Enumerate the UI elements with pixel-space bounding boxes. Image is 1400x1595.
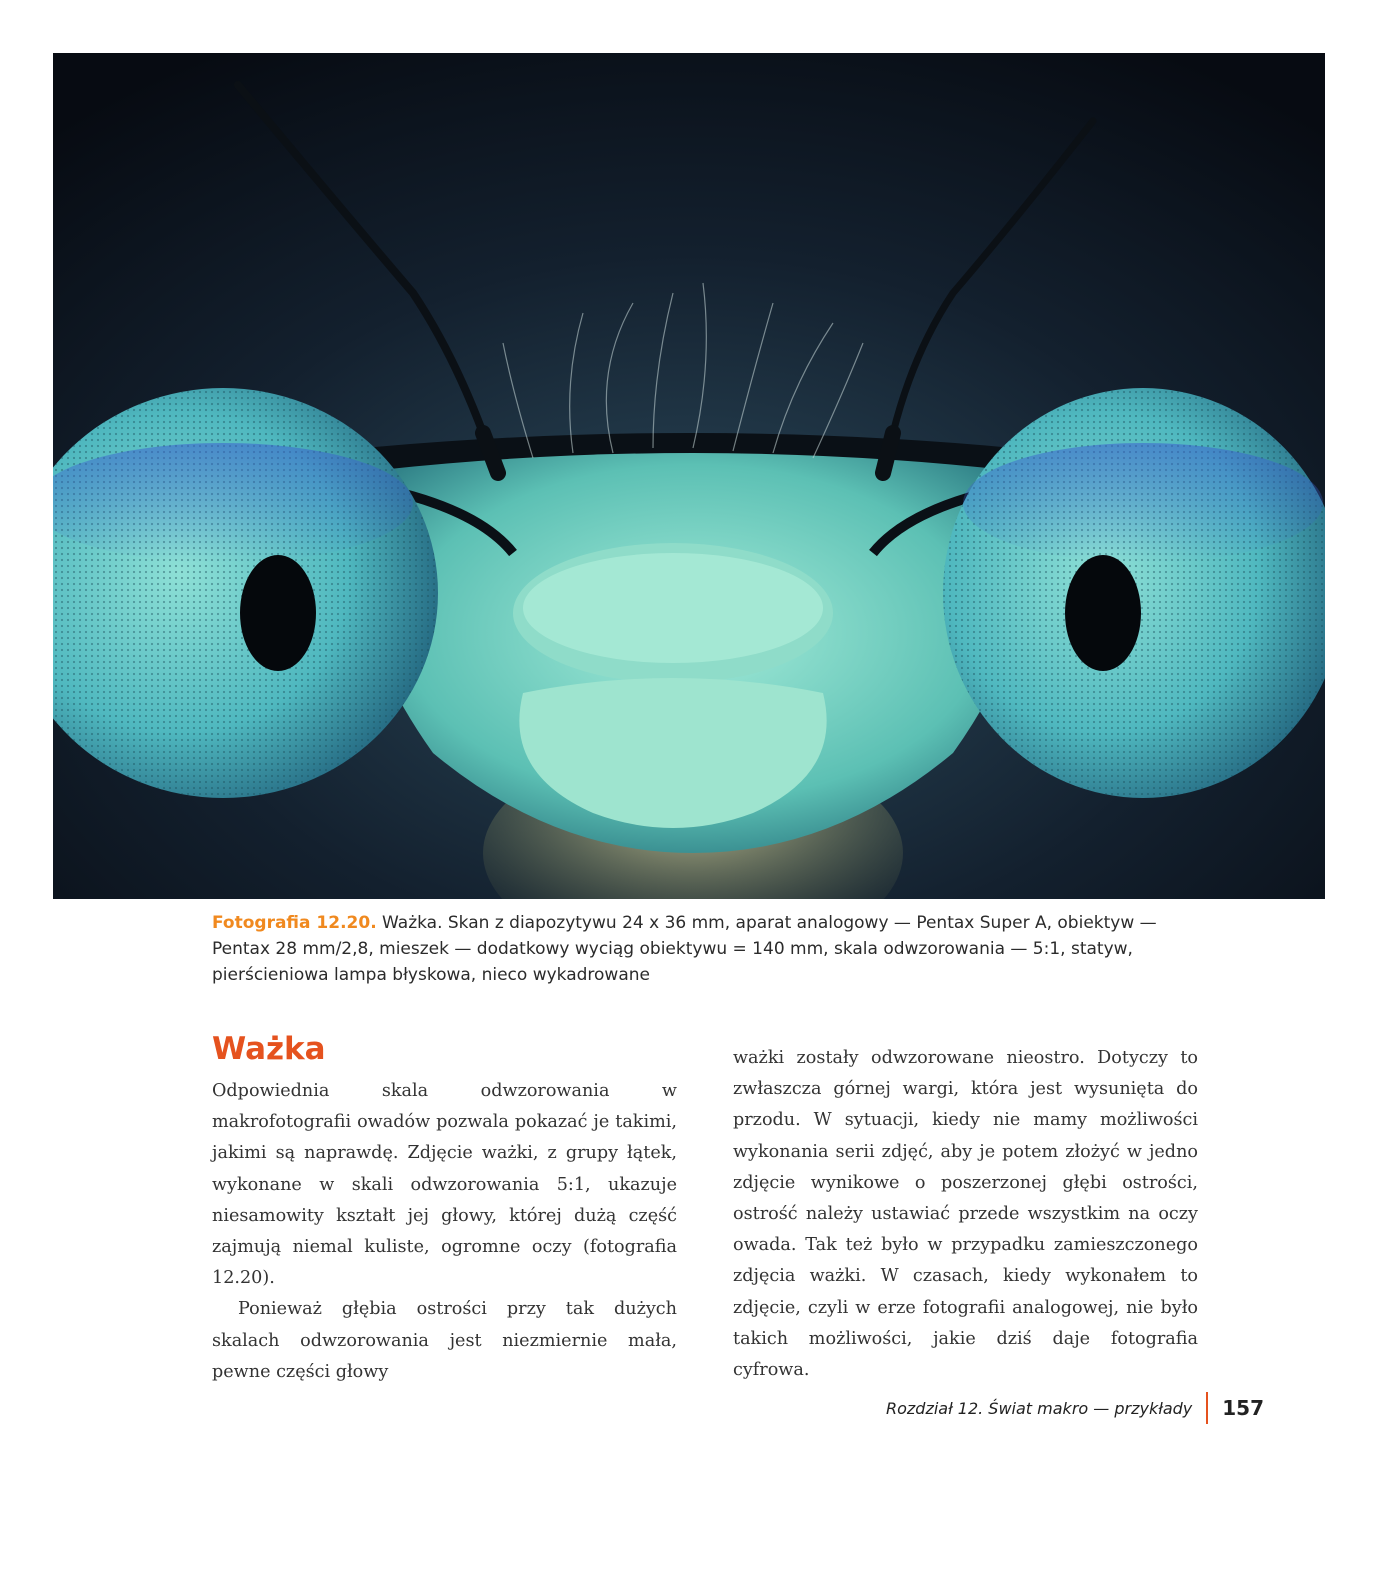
caption-text: Ważka. Skan z diapozytywu 24 x 36 mm, aparat analogowy — Pentax Super A, obiektyw — Pentax 28 mm/2,8, mieszek — dodatkowy wyciąg obiektywu = 140 mm, skala odwzorowania — 5:1, statyw, pierścieniowa lampa błyskowa, nieco wykadrowane bbox=[212, 913, 1157, 985]
dragonfly-illustration bbox=[53, 53, 1325, 899]
chapter-title: Rozdział 12. Świat makro — przykłady bbox=[885, 1398, 1193, 1418]
paragraph-2: Ponieważ głębia ostrości przy tak dużych skalach odwzorowania jest niezmiernie mała, pewne części głowy bbox=[212, 1299, 677, 1382]
paragraph-3: ważki zostały odwzorowane nieostro. Dotyczy to zwłaszcza górnej wargi, która jest wysunięta do przodu. W sytuacji, kiedy nie mamy możliwości wykonania serii zdjęć, aby je potem złożyć w jedno zdjęcie wynikowe o poszerzonej głębi ostrości, ostrość należy ustawiać przede wszystkim na oczy owada. Tak też było w przypadku zamieszczonego zdjęcia ważki. W czasach, kiedy wykonałem to zdjęcie, czyli w erze fotografii analogowej, nie było takich możliwości, jakie dziś daje fotografia cyfrowa. bbox=[733, 1048, 1198, 1381]
article-left-column bbox=[212, 1030, 677, 1388]
paragraph-1: Odpowiednia skala odwzorowania w makrofotografii owadów pozwala pokazać je takimi, jakimi są naprawdę. Zdjęcie ważki, z grupy łątek, wykonane w skali odwzorowania 5:1, ukazuje niesamowity kształt jej głowy, której dużą część zajmują niemal kuliste, ogromne oczy (fotografia 12.20). bbox=[212, 1081, 677, 1289]
photo-caption bbox=[212, 910, 1192, 988]
caption-label: Fotografia 12.20. bbox=[212, 913, 377, 933]
dragonfly-photo bbox=[53, 53, 1325, 899]
article-right-column bbox=[733, 1043, 1198, 1386]
section-heading: Ważka bbox=[212, 1031, 326, 1067]
page-number: 157 bbox=[1222, 1396, 1264, 1420]
page-footer bbox=[886, 1390, 1264, 1426]
